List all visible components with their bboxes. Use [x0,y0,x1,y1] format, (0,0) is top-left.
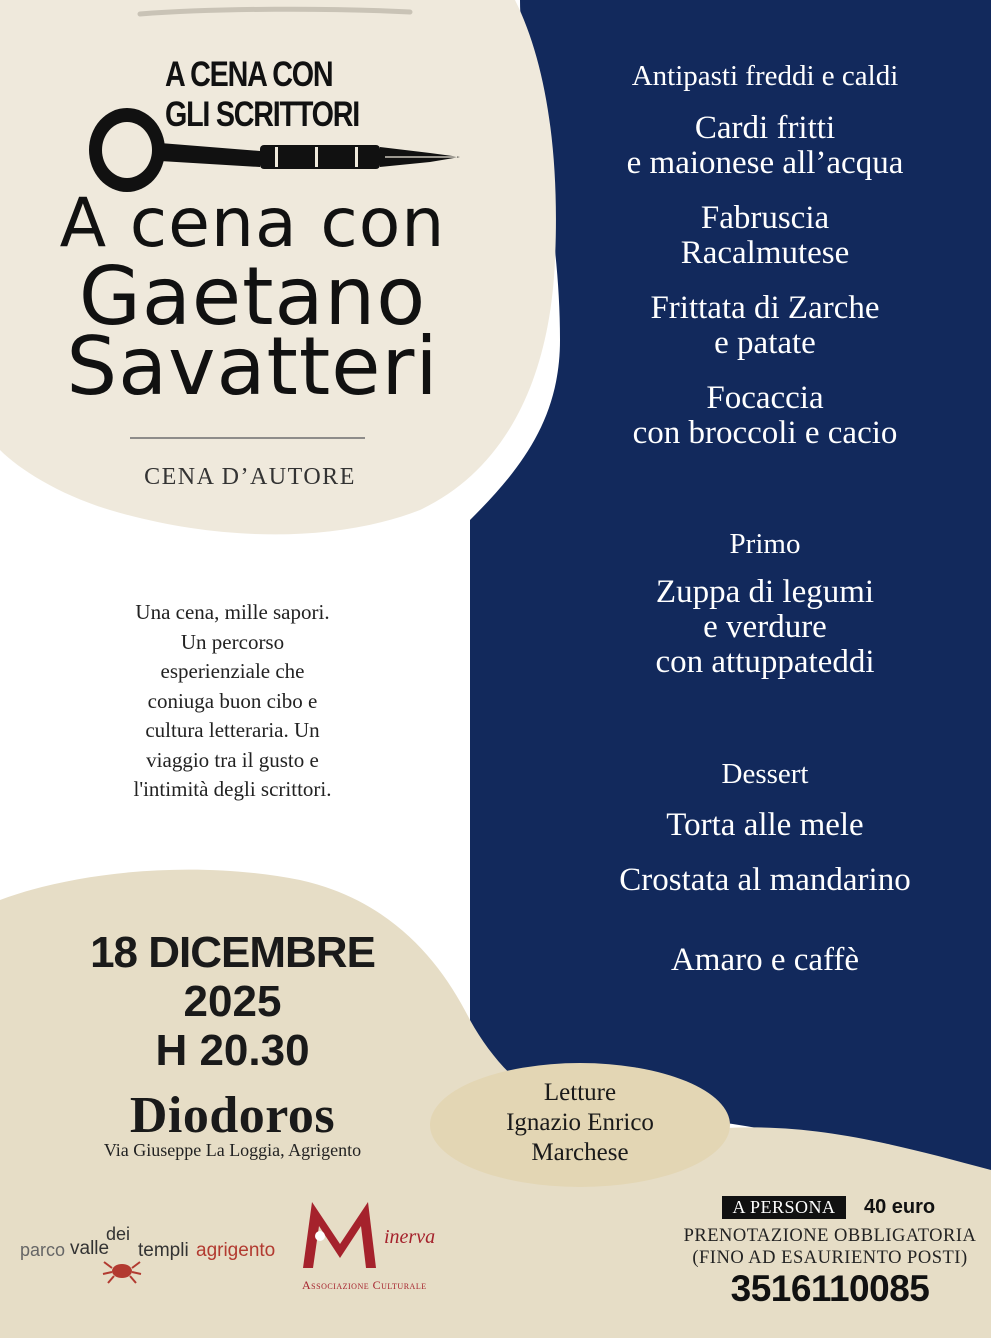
venue-name: Diodoros [129,1087,336,1144]
title-line3: Savatteri [66,320,439,413]
menu-antipasti [560,60,970,451]
price-label: A PERSONA [732,1197,836,1217]
description-line: esperienziale che [160,659,305,683]
description-line: Una cena, mille sapori. [135,600,330,624]
phone-number: 3516110085 [730,1268,930,1309]
page-title [0,184,505,413]
menu-heading: Primo [729,528,801,560]
menu-item: Focaccia [706,380,824,416]
menu-item: Racalmutese [680,235,850,271]
logo-line2: GLI SCRITTORI [165,95,359,134]
minerva-subtitle: Associazione Culturale [302,1278,427,1292]
readings-name: Ignazio Enrico [506,1109,654,1136]
title-line1: A cena con [59,184,446,263]
menu-heading: Antipasti freddi e caldi [631,60,899,92]
price-badge [722,1196,846,1219]
description-line: l'intimità degli scrittori. [133,777,332,801]
event-date [40,928,425,1075]
menu-item: Zuppa di legumi [655,574,875,610]
minerva-logo [298,1196,458,1296]
valle-word: valle [70,1238,110,1259]
event-date-day: 18 DICEMBRE [90,928,375,977]
menu-item: Cardi fritti [694,110,836,146]
crab-icon [100,1256,144,1286]
menu-item: Fabruscia [700,200,830,236]
menu-heading: Dessert [721,758,809,790]
logo-line1: A CENA CON [165,55,333,94]
menu-item: e patate [714,325,816,361]
menu-item: Frittata di Zarche [650,290,880,326]
readings-name: Marchese [531,1139,629,1166]
description-line: Un percorso [180,629,285,654]
menu-dessert [560,758,970,978]
menu-item: con broccoli e cacio [632,415,898,451]
readings [440,1078,720,1168]
logo [80,55,480,205]
dei-word: dei [106,1224,131,1244]
subtitle: CENA D’AUTORE [144,464,356,490]
menu-item: Amaro e caffè [670,942,860,978]
parco-logo [20,1224,290,1288]
description-line: viaggio tra il gusto e [146,747,319,772]
minerva-m-icon [298,1196,388,1271]
menu-item: e verdure [703,609,827,645]
readings-label: Letture [543,1079,617,1106]
booking-line2: (FINO AD ESAURIENTO POSTI) [692,1248,968,1268]
parco-word: parco [20,1240,66,1260]
title-line2: Gaetano [78,250,427,343]
menu-item: Crostata al mandarino [619,862,911,898]
event-date-year: 2025 [183,977,282,1026]
minerva-name: inerva [384,1226,436,1248]
menu-item: con attuppateddi [655,644,875,680]
agrigento-word: agrigento [196,1240,276,1261]
description-line: coniuga buon cibo e [147,688,318,713]
price-amount: 40 euro [864,1196,936,1218]
menu-primo [560,528,970,680]
event-time: H 20.30 [155,1026,310,1075]
description-line: cultura letteraria. Un [145,718,320,742]
menu-item: e maionese all’acqua [626,145,904,181]
description [60,598,405,805]
booking-info [665,1225,991,1269]
menu-item: Torta alle mele [666,807,864,843]
booking-line1: PRENOTAZIONE OBBLIGATORIA [683,1226,977,1246]
venue-address: Via Giuseppe La Loggia, Agrigento [103,1140,362,1160]
templi-word: templi [138,1240,189,1261]
